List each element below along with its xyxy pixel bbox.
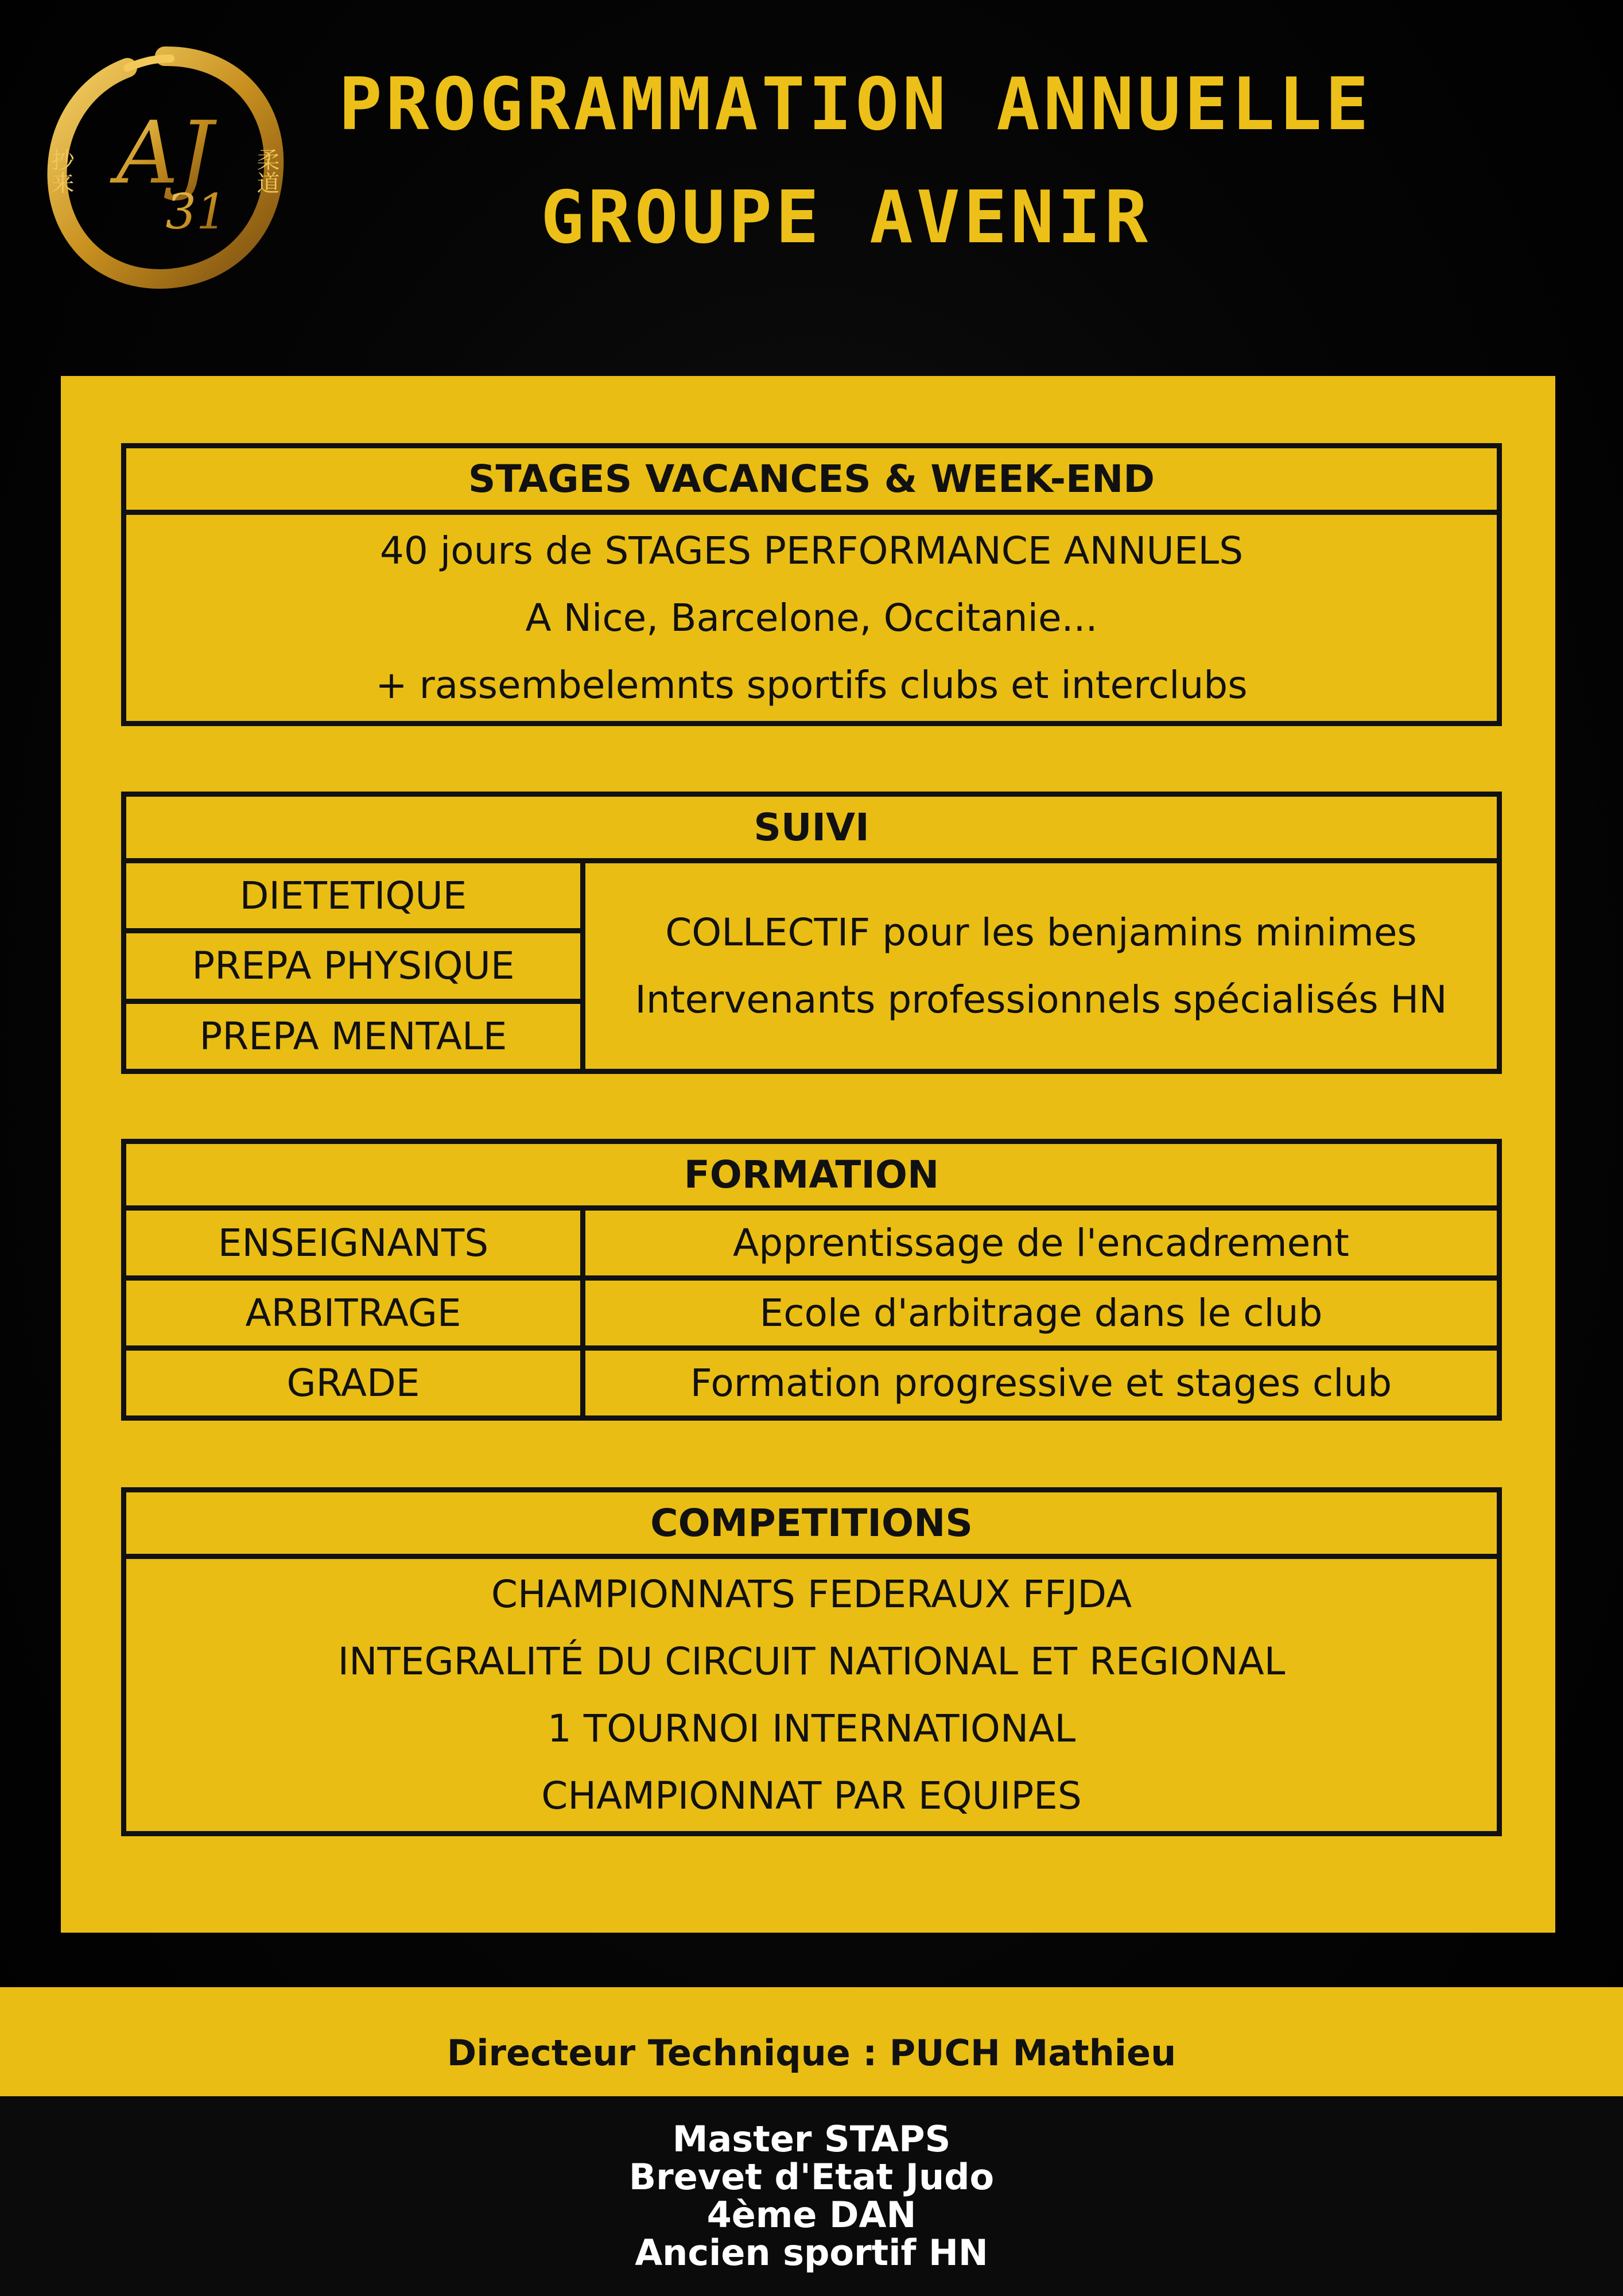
suivi-description: COLLECTIF pour les benjamins minimes [665, 910, 1417, 955]
page-title-line2: GROUPE AVENIR [541, 175, 1152, 259]
logo-kanji-left: 抄来 [48, 148, 74, 194]
formation-value: Apprentissage de l'encadrement [585, 1211, 1497, 1281]
stages-block [121, 443, 1502, 726]
competitions-line: INTEGRALITÉ DU CIRCUIT NATIONAL ET REGIONAL [337, 1639, 1286, 1684]
formation-label: GRADE [286, 1361, 420, 1405]
credential-line: Brevet d'Etat Judo [628, 2156, 995, 2198]
suivi-item: PREPA MENTALE [199, 1014, 507, 1058]
page-title-line1: PROGRAMMATION ANNUELLE [339, 62, 1372, 146]
suivi-heading: SUIVI [126, 797, 1497, 863]
club-logo [41, 45, 288, 292]
formation-label: ARBITRAGE [126, 1281, 580, 1351]
suivi-block [121, 792, 1502, 1074]
formation-heading: FORMATION [126, 1144, 1497, 1211]
competitions-heading: COMPETITIONS [126, 1492, 1497, 1559]
competitions-block [121, 1487, 1502, 1836]
stages-line: 40 jours de STAGES PERFORMANCE ANNUELS [379, 529, 1244, 573]
competitions-line: CHAMPIONNATS FEDERAUX FFJDA [491, 1572, 1132, 1616]
stages-line: A Nice, Barcelone, Occitanie... [525, 596, 1098, 640]
logo-letters: AJ [116, 103, 213, 203]
stages-heading: STAGES VACANCES & WEEK-END [126, 448, 1497, 515]
credential-line: Ancien sportif HN [635, 2232, 988, 2274]
formation-value: Formation progressive et stages club [690, 1361, 1392, 1405]
logo-number: 31 [165, 184, 227, 240]
credentials [0, 2096, 1623, 2296]
stages-line: + rassembelemnts sportifs clubs et interclubs [375, 663, 1248, 707]
formation-label: ENSEIGNANTS [126, 1211, 580, 1281]
competitions-line: CHAMPIONNAT PAR EQUIPES [541, 1774, 1082, 1818]
competitions-line: 1 TOURNOI INTERNATIONAL [547, 1707, 1076, 1751]
credential-line: Master STAPS [672, 2118, 951, 2160]
suivi-item: PREPA PHYSIQUE [126, 933, 580, 1003]
director-name: Directeur Technique : PUCH Mathieu [446, 2031, 1177, 2074]
suivi-description: Intervenants professionnels spécialisés HN [635, 978, 1447, 1022]
formation-block [121, 1139, 1502, 1421]
credential-line: 4ème DAN [706, 2194, 917, 2236]
formation-value: Ecole d'arbitrage dans le club [585, 1281, 1497, 1351]
director-band [0, 1987, 1623, 2096]
program-panel [61, 376, 1555, 1933]
suivi-item: DIETETIQUE [126, 863, 580, 933]
logo-kanji-right: 柔道 [253, 148, 279, 194]
